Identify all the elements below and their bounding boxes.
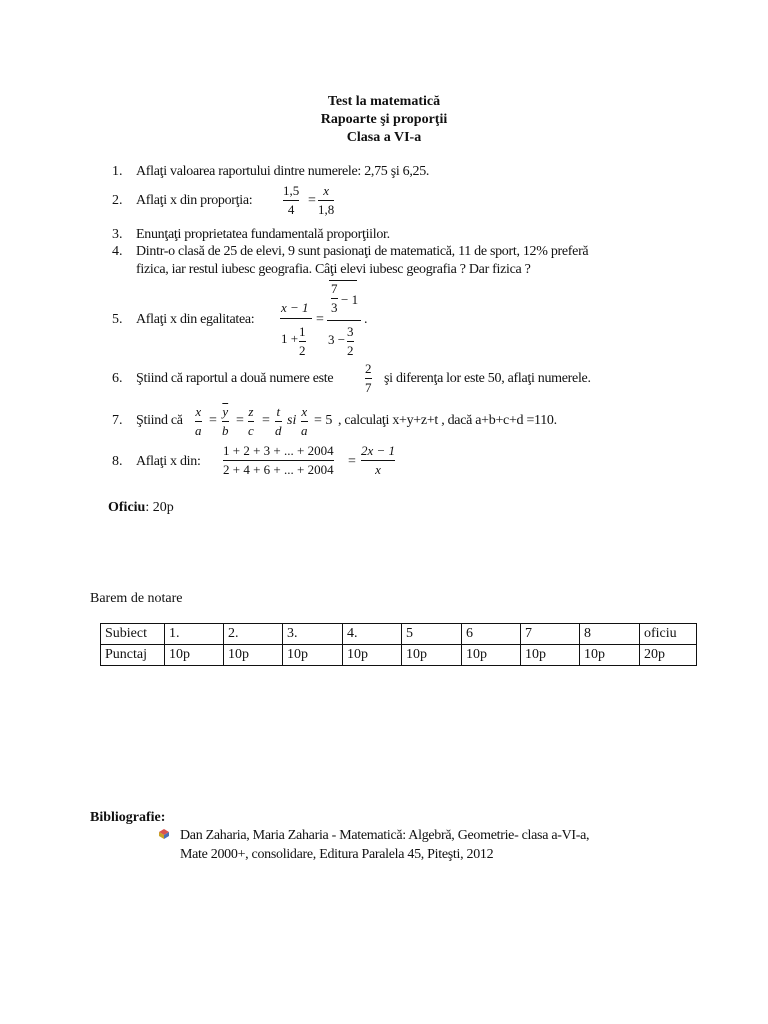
item-5-left-numerator: x − 1 (281, 300, 309, 315)
equals-sign: = (348, 454, 356, 469)
item-2-fraction-left (283, 183, 299, 218)
equals-sign: = (308, 193, 316, 208)
frac-numerator: x (301, 404, 308, 419)
item-8-fraction-right (361, 443, 395, 478)
oficiu-line (108, 500, 174, 516)
item-1-number: 1. (112, 164, 123, 179)
frac-numerator: 1 (299, 324, 306, 339)
item-4-text: Dintr-o clasă de 25 de elevi, 9 sunt pasionaţi de matematică, 11 de sport, 12% preferă (136, 244, 589, 259)
table-cell: 10p (224, 645, 283, 666)
item-4-number: 4. (112, 244, 123, 259)
fraction-bar (327, 320, 361, 321)
frac-numerator: 1,5 (283, 183, 300, 198)
item-2-text: Aflaţi x din proporţia: (136, 193, 253, 208)
item-6-number: 6. (112, 371, 123, 386)
frac-denominator: 1,8 (318, 202, 335, 217)
item-8-number: 8. (112, 454, 123, 469)
frac-denominator: a (301, 423, 308, 438)
table-cell: 7 (521, 624, 580, 645)
equals-sign: = (209, 413, 217, 428)
frac-denominator: d (275, 423, 282, 438)
oficiu-label: Oficiu (108, 500, 146, 515)
frac-numerator: 2x − 1 (361, 443, 396, 458)
item-7-equals-5: = 5 (314, 413, 333, 428)
table-cell: 10p (165, 645, 224, 666)
bullet-icon (158, 828, 170, 840)
frac-numerator: 7 (331, 281, 338, 296)
table-cell: 10p (402, 645, 462, 666)
test-class: Clasa a VI-a (346, 130, 422, 145)
frac-numerator: 1 + 2 + 3 + ... + 2004 (223, 443, 334, 458)
frac-numerator: $\overline{y}$ (222, 404, 229, 419)
table-cell: 10p (462, 645, 521, 666)
table-row (101, 645, 697, 666)
item-7-fraction-z-c (248, 404, 254, 439)
barem-title: Barem de notare (90, 591, 183, 606)
item-5-text: Aflaţi x din egalitatea: (136, 312, 255, 327)
item-7-si: si (287, 413, 297, 428)
item-3-number: 3. (112, 227, 123, 242)
frac-numerator: 2 (365, 361, 372, 376)
table-cell: 3. (283, 624, 343, 645)
item-5-left-den-a: 1 + (281, 331, 299, 346)
item-7-fraction-last (301, 404, 308, 439)
item-7-text-end: , calculaţi x+y+z+t , dacă a+b+c+d =110. (338, 413, 557, 428)
frac-numerator: t (276, 404, 281, 419)
item-7-fraction-t-d (275, 404, 282, 439)
frac-denominator: 4 (287, 202, 295, 217)
item-5-number: 5. (112, 312, 123, 327)
frac-numerator: x (195, 404, 202, 419)
table-cell: 20p (640, 645, 697, 666)
frac-numerator: 3 (347, 324, 354, 339)
table-cell: 5 (402, 624, 462, 645)
table-cell: Subiect (101, 624, 165, 645)
frac-numerator: z (248, 404, 254, 419)
item-1-text: Aflaţi valoarea raportului dintre numerele: 2,75 şi 6,25. (136, 164, 430, 179)
item-6-fraction (365, 361, 372, 396)
item-5-right-den-fraction (347, 324, 354, 359)
item-7-text: Ştiind că (136, 413, 183, 428)
item-3-text: Enunţaţi proprietatea fundamentală proporţiilor. (136, 227, 390, 242)
test-subtitle: Rapoarte şi proporţii (320, 112, 448, 127)
equals-sign: = (262, 413, 270, 428)
table-cell: Punctaj (101, 645, 165, 666)
equals-sign: = (236, 413, 244, 428)
table-cell: oficiu (640, 624, 697, 645)
item-5-right-den-a: 3 − (328, 332, 346, 347)
table-cell: 10p (580, 645, 640, 666)
frac-numerator: x (323, 183, 330, 198)
item-7-fraction-x-a (195, 404, 202, 439)
fraction-bar (280, 318, 312, 319)
item-6-text: Ştiind că raportul a două numere este (136, 371, 334, 386)
bibliography-line-2: Mate 2000+, consolidare, Editura Paralela 45, Piteşti, 2012 (180, 847, 494, 862)
frac-denominator: 2 (347, 343, 354, 358)
frac-denominator: b (222, 423, 229, 438)
item-4-text-line2: fizica, iar restul iubesc geografia. Câţi elevi iubesc geografia ? Dar fizica ? (136, 262, 531, 277)
table-cell: 10p (521, 645, 580, 666)
frac-denominator: c (248, 423, 254, 438)
bibliography-line-1: Dan Zaharia, Maria Zaharia - Matematică: Algebră, Geometrie- clasa a-VI-a, (180, 828, 590, 843)
item-5-left-den-fraction (299, 324, 306, 359)
table-cell: 10p (343, 645, 402, 666)
equals-sign: = (316, 312, 324, 327)
test-title: Test la matematică (327, 94, 441, 109)
table-cell: 8 (580, 624, 640, 645)
table-cell: 6 (462, 624, 521, 645)
period: . (364, 312, 368, 327)
frac-denominator: x (375, 462, 381, 477)
table-cell: 4. (343, 624, 402, 645)
item-8-fraction-left (223, 443, 334, 478)
item-2-fraction-right (318, 183, 334, 218)
item-7-number: 7. (112, 413, 123, 428)
item-5-right-num-fraction (331, 281, 338, 316)
item-8-text: Aflaţi x din: (136, 454, 201, 469)
oficiu-value: : 20p (145, 500, 174, 515)
bibliography-label: Bibliografie: (90, 810, 166, 825)
frac-denominator: 7 (365, 380, 372, 395)
frac-denominator: 2 (299, 343, 306, 358)
table-cell: 2. (224, 624, 283, 645)
frac-denominator: a (195, 423, 202, 438)
item-6-text-end: şi diferenţa lor este 50, aflaţi numerele. (384, 371, 591, 386)
item-2-number: 2. (112, 193, 123, 208)
table-cell: 10p (283, 645, 343, 666)
frac-denominator: 2 + 4 + 6 + ... + 2004 (223, 462, 334, 477)
item-7-fraction-y-b (222, 404, 229, 439)
barem-table (100, 623, 697, 666)
table-cell: 1. (165, 624, 224, 645)
item-5-right-num-b: − 1 (341, 292, 359, 307)
frac-denominator: 3 (331, 300, 338, 315)
table-row (101, 624, 697, 645)
